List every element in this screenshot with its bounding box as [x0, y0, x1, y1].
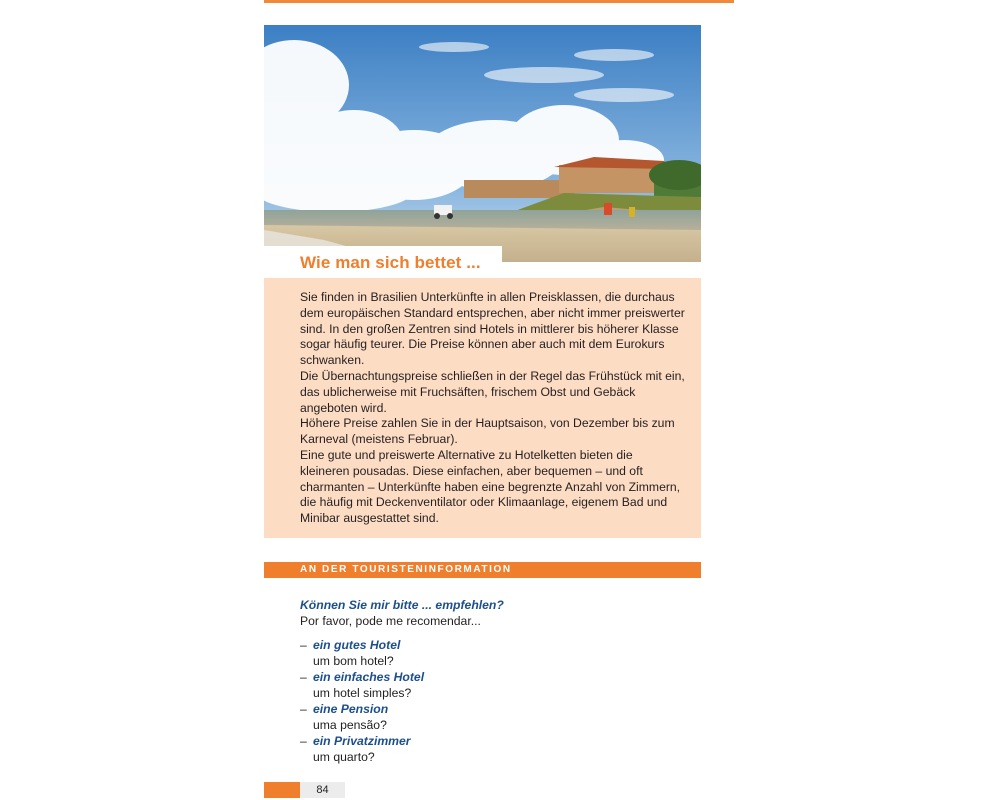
page-number: 84	[300, 782, 345, 798]
list-dash: –	[300, 702, 307, 716]
list-item	[300, 701, 700, 733]
info-box	[264, 278, 701, 538]
body-paragraph: Eine gute und preiswerte Alternative zu Hotelketten bieten die kleineren pousadas. Diese einfachen, aber bequemen – und oft charmanten – Unterkünfte haben eine begrenzte Anzahl von Zimmern, die häufig mit Deckenventilator oder Klimaanlage, eigenem Bad und Minibar ausgestattet sind.	[300, 447, 681, 526]
section-heading-tab	[264, 246, 502, 278]
item-german: ein Privatzimmer	[313, 734, 411, 748]
body-paragraph: Die Übernachtungspreise schließen in der Regel das Frühstück mit ein, das ublicherweise mit Fruchsäften, frischem Obst und Gebäck angeboten wird.	[300, 368, 685, 415]
info-box-body	[300, 290, 685, 527]
body-paragraph: Höhere Preise zahlen Sie in der Hauptsaison, von Dezember bis zum Karneval (meistens Februar).	[300, 416, 675, 447]
item-portuguese: um hotel simples?	[313, 686, 412, 700]
section-bar-title: AN DER TOURISTENINFORMATION	[300, 564, 512, 575]
item-portuguese: um bom hotel?	[313, 654, 394, 668]
item-portuguese: uma pensão?	[313, 718, 387, 732]
phrase-list	[300, 637, 700, 765]
beach-photo	[264, 25, 701, 262]
section-title: Wie man sich bettet ...	[300, 253, 481, 272]
body-paragraph: Sie finden in Brasilien Unterkünfte in allen Preisklassen, die durchaus dem europäischen Standard entsprechen, aber nicht immer preiswerter sind. In den großen Zentren sind Hotels in mittlerer bis höherer Klasse sogar häufig teurer. Die Preise können aber auch mit dem Eurokurs schwanken.	[300, 290, 685, 368]
beach-photo-illustration	[264, 25, 701, 262]
list-item	[300, 669, 700, 701]
section-bar	[264, 562, 701, 578]
item-german: ein einfaches Hotel	[313, 670, 425, 684]
list-dash: –	[300, 638, 307, 652]
list-item	[300, 733, 700, 765]
item-portuguese: um quarto?	[313, 750, 375, 764]
list-dash: –	[300, 670, 307, 684]
item-german: eine Pension	[313, 702, 389, 716]
item-german: ein gutes Hotel	[313, 638, 401, 652]
page-number-accent	[264, 782, 300, 798]
top-rule	[264, 0, 734, 3]
phrase-portuguese: Por favor, pode me recomendar...	[300, 614, 481, 628]
phrase-german: Können Sie mir bitte ... empfehlen?	[300, 598, 504, 612]
phrase-block	[300, 597, 700, 765]
list-dash: –	[300, 734, 307, 748]
list-item	[300, 637, 700, 669]
